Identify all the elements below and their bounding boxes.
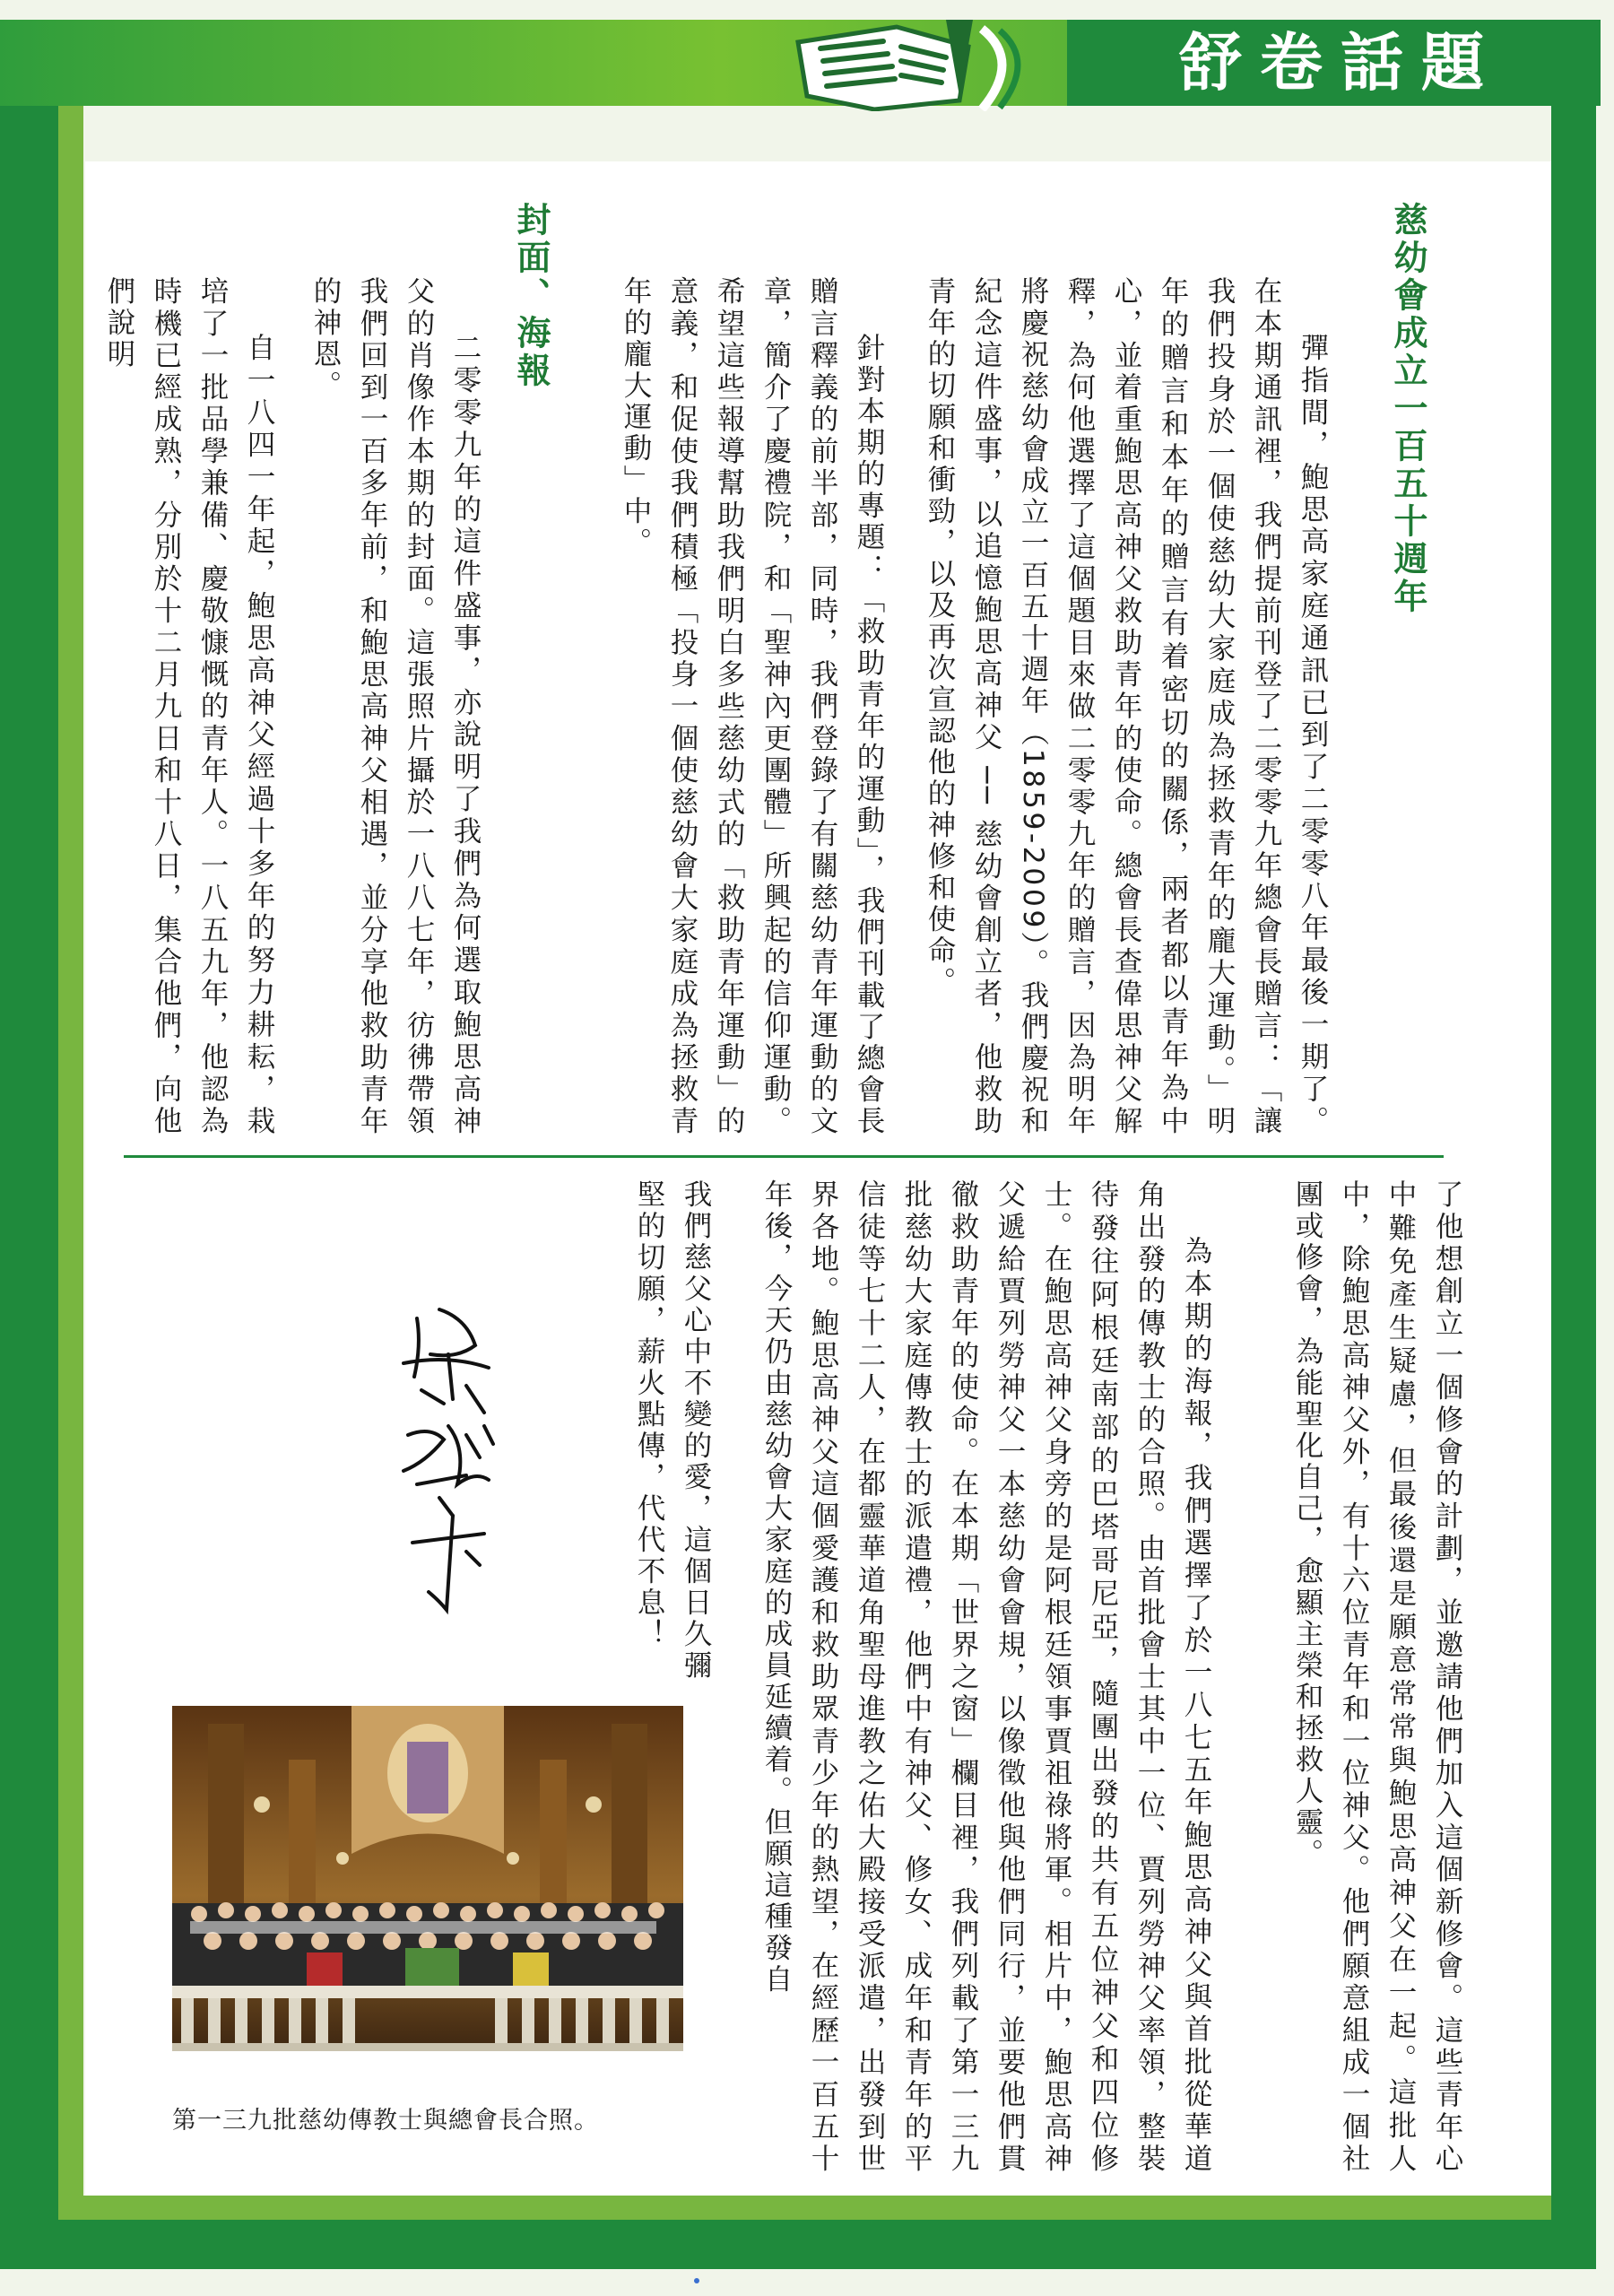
article-paragraph: 二零零九年的這件盛事，亦說明了我們為何選取鮑思高神父的肖像作本期的封面。這張照片攝於一八八七年，彷彿帶領我們回到一百多年前，和鮑思高神父相遇，並分享他救助青年的神恩。 <box>309 276 482 1137</box>
section-heading-cover-poster: 封面、海報 <box>511 202 551 390</box>
section-divider <box>124 1155 1444 1158</box>
article-paragraph: 我們慈父心中不變的愛，這個日久彌堅的切願，薪火點傳，代代不息！ <box>633 1179 712 1682</box>
photo-caption: 第一三九批慈幼傳教士與總會長合照。 <box>172 2107 599 2135</box>
signature <box>332 1292 520 1632</box>
page-frame-bottom <box>0 2220 1596 2269</box>
page-frame-left-accent <box>58 54 83 2269</box>
page-frame-bottom-accent <box>83 2196 1551 2220</box>
section-heading-anniversary: 慈幼會成立一百五十週年 <box>1388 202 1428 616</box>
header-title: 舒卷話題 <box>1179 25 1502 100</box>
open-book-icon <box>789 11 1058 111</box>
article-paragraph: 了他想創立一個修會的計劃，並邀請他們加入這個新修會。這些青年心中難免產生疑慮，但最後還是願意常常與鮑思高神父在一起。這批人中，除鮑思高神父外，有十六位青年和一位神父。他們願意組成一個社團或修會，為能聖化自己，愈顯主榮和拯救人靈。 <box>1291 1179 1463 2175</box>
article-paragraph: 自一八四一年起，鮑思高神父經過十多年的努力耕耘，栽培了一批品學兼備、慶敬慷慨的青年人。一八五九年，他認為時機已經成熟，分別於十二月九日和十八日，集合他們，向他們說明 <box>103 276 275 1137</box>
page-marker <box>694 2278 699 2283</box>
page-frame-left <box>0 54 58 2269</box>
article-paragraph: 彈指間，鮑思高家庭通訊已到了二零零八年最後一期了。在本期通訊裡，我們提前刊登了二零零九年總會長贈言：「讓我們投身於一個使慈幼大家庭成為拯救青年的龐大運動。」明年的贈言和本年的贈言有着密切的關係，兩者都以青年為中心，並着重鮑思高神父救助青年的使命。總會長查偉思神父解釋，為何他選擇了這個題目來做二零零九年的贈言，因為明年將慶祝慈幼會成立一百五十週年（1859-2009）。我們慶祝和紀念這件盛事，以追憶鮑思高神父 ── 慈幼會創立者，他救助青年的切願和衝勁，以及再次宣認他的神修和使命。 <box>924 276 1329 1137</box>
group-photo <box>172 1706 683 2051</box>
article-paragraph: 針對本期的專題：「救助青年的運動」，我們刊載了總會長贈言釋義的前半部，同時，我們登錄了有關慈幼青年運動的文章，簡介了慶禮院，和「聖神內更團體」所興起的信仰運動。希望這些報導幫助我們明白多些慈幼式的「救助青年運動」的意義，和促使我們積極「投身一個使慈幼會大家庭成為拯救青年的龐大運動」中。 <box>620 276 885 1137</box>
article-paragraph: 為本期的海報，我們選擇了於一八七五年鮑思高神父與首批從華道角出發的傳教士的合照。由首批會士其中一位、賈列勞神父率領，整裝待發往阿根廷南部的巴塔哥尼亞，隨團出發的共有五位神父和四位修士。在鮑思高神父身旁的是阿根廷領事賈祖祿將軍。相片中，鮑思高神父遞給賈列勞神父一本慈幼會會規，以像徵他與他們同行，並要他們貫徹救助青年的使命。在本期「世界之窗」欄目裡，我們列載了第一三九批慈幼大家庭傳教士的派遣禮，他們中有神父、修女、成年和青年的平信徒等七十二人，在都靈華道角聖母進教之佑大殿接受派遣，出發到世界各地。鮑思高神父這個愛護和救助眾青少年的熱望，在經歷一百五十年後，今天仍由慈幼會大家庭的成員延續着。但願這種發自 <box>760 1179 1212 2175</box>
page-frame-right <box>1551 90 1596 2269</box>
